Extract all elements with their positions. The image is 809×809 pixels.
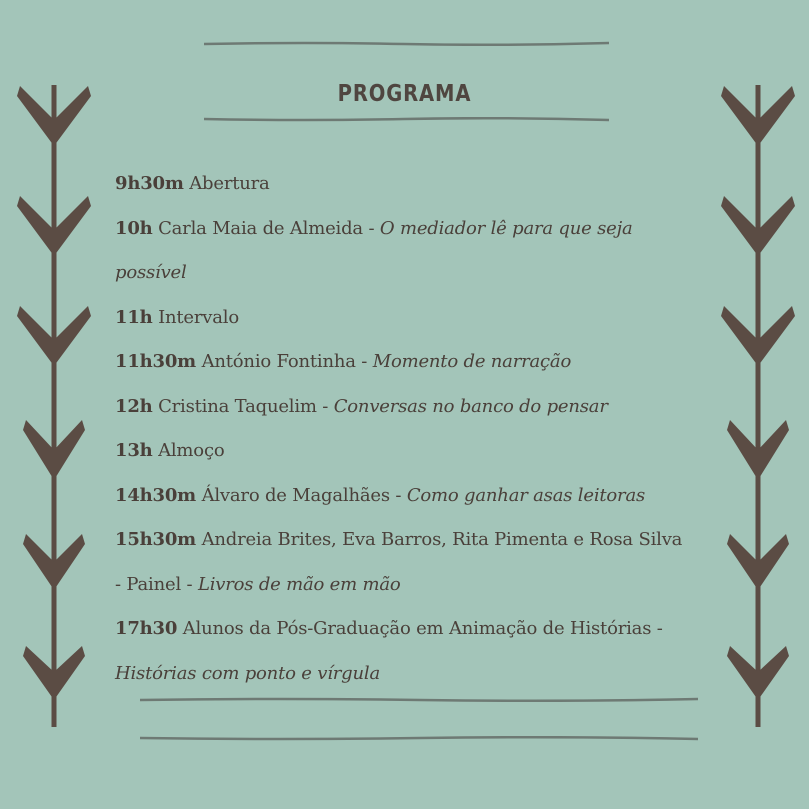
schedule-speaker: Alunos da Pós-Graduação em Animação de Histórias - — [182, 618, 663, 639]
schedule-item — [115, 162, 745, 207]
schedule-item — [115, 207, 745, 252]
schedule-separator: - — [355, 351, 373, 372]
schedule-time: 15h30m — [115, 529, 197, 550]
schedule-speaker: Almoço — [158, 440, 225, 461]
divider-under-title — [204, 117, 609, 122]
schedule-item — [115, 518, 745, 563]
page-title: PROGRAMA — [337, 81, 472, 107]
schedule-speaker: António Fontinha — [201, 351, 356, 372]
arrow-ornament-left — [14, 0, 94, 809]
divider-top — [204, 41, 609, 46]
schedule-speaker: Abertura — [189, 173, 270, 194]
divider-bottom-2 — [140, 736, 698, 741]
schedule-separator: - — [316, 395, 334, 417]
schedule-time: 13h — [115, 440, 153, 461]
schedule-talk-continuation: Histórias com ponto e vírgula — [115, 662, 380, 684]
schedule-talk: Momento de narração — [372, 351, 572, 372]
schedule-item — [115, 296, 745, 341]
schedule-separator: - — [362, 217, 380, 239]
schedule-separator: - — [389, 484, 407, 506]
schedule-time: 14h30m — [115, 484, 197, 506]
schedule-item-continuation — [115, 251, 745, 296]
schedule-time: 11h30m — [115, 351, 197, 372]
schedule-time: 11h — [115, 306, 153, 328]
schedule-item — [115, 340, 745, 385]
schedule-item-continuation — [115, 652, 745, 697]
schedule-item — [115, 474, 745, 519]
schedule-separator: - Painel - — [115, 573, 198, 595]
schedule-speaker: Carla Maia de Almeida — [158, 217, 363, 239]
schedule-talk-continuation: possível — [115, 262, 187, 283]
schedule-talk: Como ganhar asas leitoras — [406, 484, 646, 506]
schedule-speaker: Andreia Brites, Eva Barros, Rita Pimenta e Rosa Silva — [201, 529, 683, 550]
program-list — [115, 162, 745, 696]
schedule-time: 17h30 — [115, 618, 178, 639]
schedule-item — [115, 385, 745, 430]
schedule-time: 10h — [115, 217, 153, 239]
schedule-talk: Conversas no banco do pensar — [333, 395, 608, 417]
schedule-speaker: Álvaro de Magalhães — [201, 484, 390, 506]
schedule-item — [115, 607, 745, 652]
schedule-time: 12h — [115, 395, 153, 417]
schedule-time: 9h30m — [115, 173, 184, 194]
schedule-item-continuation — [115, 563, 745, 608]
schedule-item — [115, 429, 745, 474]
schedule-talk: O mediador lê para que seja — [379, 217, 633, 239]
schedule-speaker: Intervalo — [158, 306, 239, 328]
schedule-speaker: Cristina Taquelim — [158, 395, 317, 417]
schedule-talk-continuation: Livros de mão em mão — [197, 573, 401, 595]
divider-bottom-1 — [140, 697, 698, 702]
